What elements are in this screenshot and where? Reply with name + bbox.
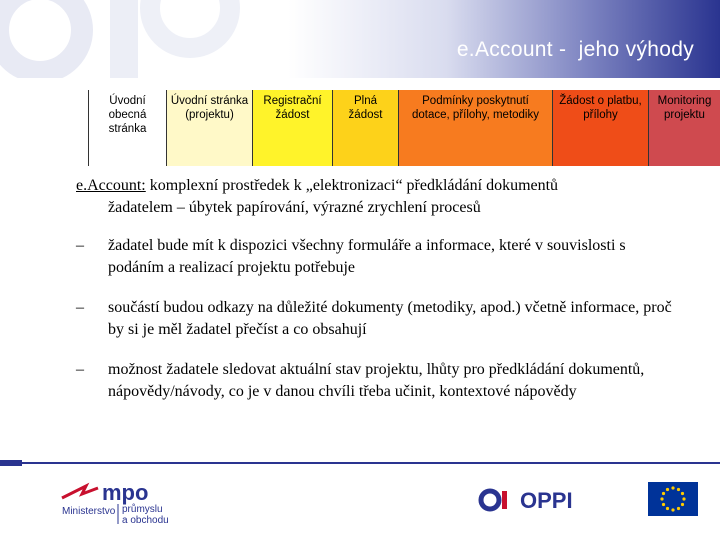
step-monitoring: [648, 90, 720, 166]
step-label: Úvodní stránka (projektu): [170, 95, 249, 121]
step-intro-general: [88, 90, 166, 166]
step-payment: [552, 90, 648, 166]
mpo-name-3: a obchodu: [122, 515, 169, 526]
step-label: Registrační žádost: [263, 95, 322, 121]
svg-text:mpo: mpo: [102, 480, 149, 505]
slide-header: [0, 0, 720, 78]
bullet-text: žadatel bude mít k dispozici všechny formuláře a informace, které v souvislosti s podáním a realizací projektu potřebuje: [108, 237, 626, 276]
footer-divider: [0, 462, 720, 464]
bullet-marker: –: [76, 299, 84, 316]
step-label: Podmínky poskytnutí dotace, přílohy, metodiky: [412, 95, 539, 121]
bullet-marker: –: [76, 361, 84, 378]
mpo-name-1: Ministerstvo: [62, 506, 116, 517]
bullet-text: součástí budou odkazy na důležité dokumenty (metodiky, apod.) včetně informace, proč by si je měl žadatel přečíst a co obsahují: [108, 299, 672, 338]
mpo-logo: [58, 478, 188, 526]
bullet-item: [76, 235, 676, 279]
step-registration: [252, 90, 332, 166]
slide-body: [76, 175, 676, 415]
oppi-watermark-icon: [0, 0, 300, 78]
slide-title: e.Account - jeho výhody: [456, 38, 694, 61]
bullet-item: [76, 297, 676, 341]
bullet-text: možnost žadatele sledovat aktuální stav projektu, lhůty pro předkládání dokumentů, nápovědy/návody, co je v danou chvíli třeba učinit, kontextové nápovědy: [108, 361, 645, 400]
mpo-name-2: průmyslu: [122, 504, 163, 515]
process-steps-bar: [88, 90, 720, 166]
lead-paragraph: [76, 175, 676, 219]
step-label: Plná žádost: [348, 95, 383, 121]
step-label: Žádost o platbu, přílohy: [559, 95, 642, 121]
lead-label: e.Account:: [76, 177, 146, 194]
bullet-item: [76, 359, 676, 403]
bullet-marker: –: [76, 237, 84, 254]
eu-stars-icon: [648, 482, 698, 516]
step-label: Úvodní obecná stránka: [108, 95, 147, 135]
step-intro-project: [166, 90, 252, 166]
eu-flag-icon: [648, 482, 698, 516]
step-label: Monitoring projektu: [657, 95, 712, 121]
lead-text-cont: žadatelem – úbytek papírování, výrazné zrychlení procesů: [108, 199, 481, 216]
step-full-application: [332, 90, 398, 166]
oppi-label: OPPI: [520, 488, 573, 513]
step-conditions: [398, 90, 552, 166]
oppi-logo: [478, 480, 598, 520]
lead-text: komplexní prostředek k „elektronizaci“ předkládání dokumentů: [145, 177, 559, 194]
